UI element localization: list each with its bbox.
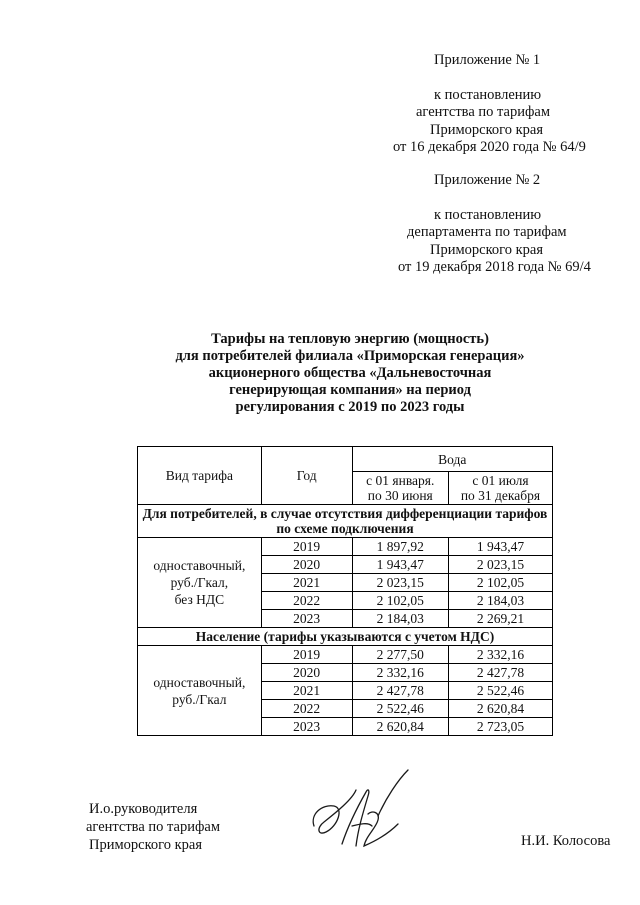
tariff-value-h2: 2 023,15 [448, 556, 552, 574]
appendix-2-line: Приморского края [430, 241, 544, 258]
tariff-value-h1: 2 332,16 [352, 664, 448, 682]
year-cell: 2023 [261, 610, 352, 628]
header-second-half: с 01 июля по 31 декабря [448, 472, 552, 505]
section-heading: Для потребителей, в случае отсутствия дифференциации тарифов по схеме подключения [138, 505, 553, 538]
title-line: регулирования с 2019 по 2023 годы [235, 399, 465, 415]
tariff-value-h1: 2 023,15 [352, 574, 448, 592]
tariff-value-h2: 2 102,05 [448, 574, 552, 592]
appendix-1-line: агентства по тарифам [416, 104, 550, 120]
table-row [138, 646, 553, 664]
tariff-value-h2: 2 269,21 [448, 610, 552, 628]
tariff-value-h2: 2 620,84 [448, 700, 552, 718]
title-line: акционерного общества «Дальневосточная [208, 365, 492, 381]
appendix-1-note [393, 52, 586, 157]
year-cell: 2022 [261, 592, 352, 610]
appendix-2-line: департамента по тарифам [407, 224, 567, 240]
tariff-type-cell: одноставочный, руб./Гкал, без НДС [138, 538, 262, 628]
tariff-value-h1: 2 184,03 [352, 610, 448, 628]
section-heading: Население (тарифы указываются с учетом НДС) [138, 628, 553, 646]
signatory-position-line: агентства по тарифам [86, 819, 220, 835]
document-title [100, 331, 600, 416]
signatory-position-line: Приморского края [89, 837, 203, 853]
tariff-table-body [138, 447, 553, 736]
year-cell: 2021 [261, 574, 352, 592]
tariff-value-h2: 2 427,78 [448, 664, 552, 682]
appendix-1-line: Приморского края [430, 121, 544, 138]
tariff-value-h2: 2 184,03 [448, 592, 552, 610]
year-cell: 2022 [261, 700, 352, 718]
header-year: Год [261, 447, 352, 505]
year-cell: 2019 [261, 646, 352, 664]
title-line: Тарифы на тепловую энергию (мощность) [211, 331, 489, 347]
tariff-value-h2: 2 522,46 [448, 682, 552, 700]
year-cell: 2021 [261, 682, 352, 700]
table-row [138, 505, 553, 538]
header-first-half: с 01 января. по 30 июня [352, 472, 448, 505]
signatory-position [86, 800, 220, 854]
appendix-1-line: от 16 декабря 2020 года № 64/9 [393, 139, 586, 155]
header-tariff-type: Вид тарифа [138, 447, 262, 505]
signatory-position-line: И.о.руководителя [89, 801, 198, 817]
year-cell: 2020 [261, 556, 352, 574]
header-water: Вода [352, 447, 552, 472]
handwritten-signature [308, 766, 418, 871]
tariff-value-h1: 2 522,46 [352, 700, 448, 718]
tariff-table [137, 446, 553, 736]
appendix-1-title: Приложение № 1 [434, 52, 541, 68]
table-row [138, 447, 553, 472]
appendix-1-line: к постановлению [434, 86, 542, 103]
tariff-value-h1: 1 943,47 [352, 556, 448, 574]
appendix-2-note [393, 172, 591, 277]
year-cell: 2020 [261, 664, 352, 682]
tariff-value-h2: 1 943,47 [448, 538, 552, 556]
title-line: генерирующая компания» на период [229, 382, 471, 398]
appendix-2-line: к постановлению [434, 206, 542, 223]
signatory-name: Н.И. Колосова [521, 833, 611, 849]
year-cell: 2023 [261, 718, 352, 736]
appendix-2-title: Приложение № 2 [434, 172, 541, 188]
tariff-value-h1: 2 620,84 [352, 718, 448, 736]
title-line: для потребителей филиала «Приморская генерация» [175, 348, 525, 364]
tariff-value-h1: 1 897,92 [352, 538, 448, 556]
tariff-value-h2: 2 723,05 [448, 718, 552, 736]
tariff-value-h2: 2 332,16 [448, 646, 552, 664]
tariff-value-h1: 2 427,78 [352, 682, 448, 700]
table-row [138, 538, 553, 556]
tariff-value-h1: 2 277,50 [352, 646, 448, 664]
tariff-type-cell: одноставочный, руб./Гкал [138, 646, 262, 736]
table-row [138, 628, 553, 646]
year-cell: 2019 [261, 538, 352, 556]
tariff-value-h1: 2 102,05 [352, 592, 448, 610]
appendix-2-line: от 19 декабря 2018 года № 69/4 [398, 259, 591, 275]
